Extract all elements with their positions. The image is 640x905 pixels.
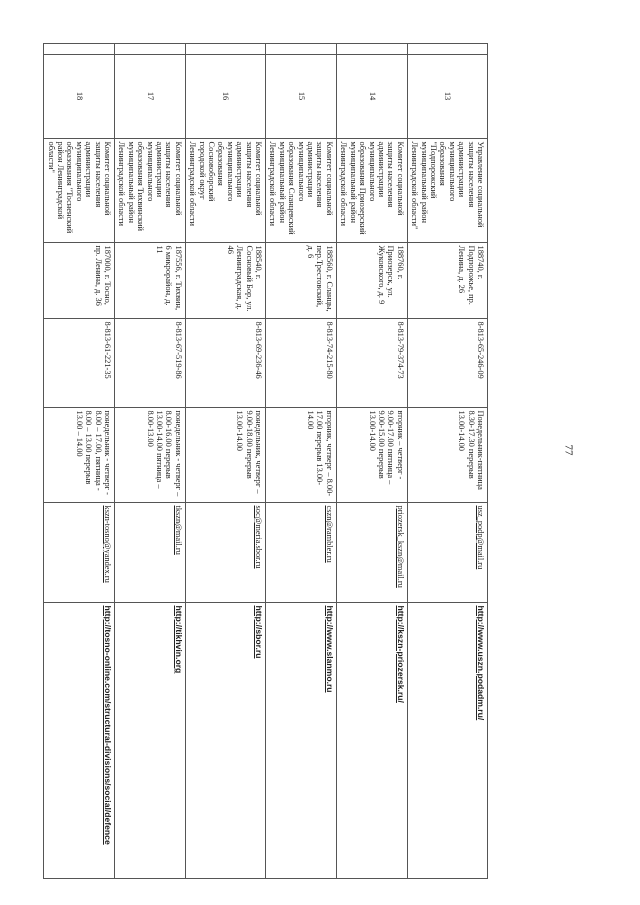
blank-cell bbox=[266, 44, 337, 55]
email-link[interactable]: cszn@rambler.ru bbox=[324, 505, 334, 563]
website-link[interactable]: http://www.slanmo.ru bbox=[324, 605, 335, 693]
email-link[interactable]: soc@meria.sbor.ru bbox=[254, 505, 264, 569]
org-phone: 8-813-69-236-46 bbox=[185, 318, 265, 407]
blank-cell bbox=[407, 44, 487, 55]
blank-cell bbox=[185, 44, 265, 55]
website-link[interactable]: http://kszn-priozersk.ru/ bbox=[395, 605, 406, 703]
row-number: 17 bbox=[114, 54, 185, 138]
org-phone: 8-813-74-215-80 bbox=[266, 318, 337, 407]
org-phone: 8-813-67-519-86 bbox=[114, 318, 185, 407]
row-number: 15 bbox=[266, 54, 337, 138]
website-link[interactable]: http://tosno-online.com/structural-divisions/social/defence bbox=[102, 605, 113, 845]
org-hours: Понедельник-пятница 8.30-17.30 перерыв 13.00-14.00 bbox=[407, 407, 487, 502]
org-hours: понедельник - четверг – 8.00-16.00 перерыв 13.00-14.00 пятница – 8.00-13.00 bbox=[114, 407, 185, 502]
table-row bbox=[407, 44, 487, 879]
org-address: 188560, г. Сланцы, пер.Трестовский, д. 6 bbox=[266, 242, 337, 318]
row-number: 13 bbox=[407, 54, 487, 138]
row-number: 16 bbox=[185, 54, 265, 138]
contacts-table bbox=[43, 43, 488, 879]
org-name: Комитет социальной защиты населения администрации муниципального образования Сосновоборский городской округ Ленинградской области bbox=[185, 138, 265, 242]
website-link[interactable]: http://www.uszn.podadm.ru/ bbox=[476, 605, 486, 721]
table-row bbox=[114, 44, 185, 879]
email-link[interactable]: kszn-tosno@yandex.ru bbox=[102, 505, 112, 583]
row-number: 18 bbox=[44, 54, 115, 138]
blank-cell bbox=[336, 44, 407, 55]
table-row bbox=[185, 44, 265, 879]
row-number: 14 bbox=[336, 54, 407, 138]
table-row bbox=[266, 44, 337, 879]
org-address: 187556, г. Тихвин, 6 микрорайон, д. 11 bbox=[114, 242, 185, 318]
org-hours: понедельник - четверг - 8.00 – 17.00, пятница - 8.00 – 13.00 перерыв 13.00 – 14.00 bbox=[44, 407, 115, 502]
org-phone: 8-813-65-246-09 bbox=[407, 318, 487, 407]
org-hours: вторник, четверг – 8.00-17.00 перерыв 13.00-14.00 bbox=[266, 407, 337, 502]
table-row bbox=[44, 44, 115, 879]
org-address: 187000, г. Тосно, пр. Ленина, д. 36 bbox=[44, 242, 115, 318]
org-hours: вторник – четверг - 9.00-17.00 пятница – 9.00-15.00 перерыв 13.00-14.00 bbox=[336, 407, 407, 502]
org-address: 188760, г. Приозерск, ул. Жуковского, д. 9 bbox=[336, 242, 407, 318]
org-name: Управление социальной защиты населения администрации муниципального образования "Подпорожский муниципальный район Ленинградской области" bbox=[407, 138, 487, 242]
email-link[interactable]: priozersk_kszn@mail.ru bbox=[395, 505, 405, 588]
rotated-table-wrapper bbox=[46, 43, 488, 878]
blank-cell bbox=[44, 44, 115, 55]
page-number: 77 bbox=[562, 444, 575, 456]
org-name: Комитет социальной защиты населения администрации муниципального образования "Тосненский район Ленинградской области" bbox=[44, 138, 115, 242]
org-address: 188540, г. Сосновый Бор, ул. Ленинградская, д. 46 bbox=[185, 242, 265, 318]
email-link[interactable]: tkszn@mail.ru bbox=[173, 505, 183, 555]
table-row bbox=[336, 44, 407, 879]
website-link[interactable]: http://sbor.ru bbox=[254, 605, 265, 659]
org-hours: понедельник, четверг – 9.00-18.00 перерыв 13.00-14.00 bbox=[185, 407, 265, 502]
blank-cell bbox=[114, 44, 185, 55]
org-phone: 8-813-61-221-35 bbox=[44, 318, 115, 407]
email-link[interactable]: usz_podp@mail.ru bbox=[476, 505, 485, 570]
org-name: Комитет социальной защиты населения администрации муниципального образования Сланцевский муниципальный район Ленинградской области bbox=[266, 138, 337, 242]
website-link[interactable]: http://tikhvin.org bbox=[173, 605, 184, 674]
org-name: Комитет социальной защиты населения администрации муниципального образования Приозерский муниципальный район Ленинградской области bbox=[336, 138, 407, 242]
org-name: Комитет социальной защиты населения администрации муниципального образования Тихвинский муниципальный район Ленинградской области bbox=[114, 138, 185, 242]
org-address: 188740, г. Подпорожье, пр. Ленина, д. 26 bbox=[407, 242, 487, 318]
org-phone: 8-813-79-374-73 bbox=[336, 318, 407, 407]
